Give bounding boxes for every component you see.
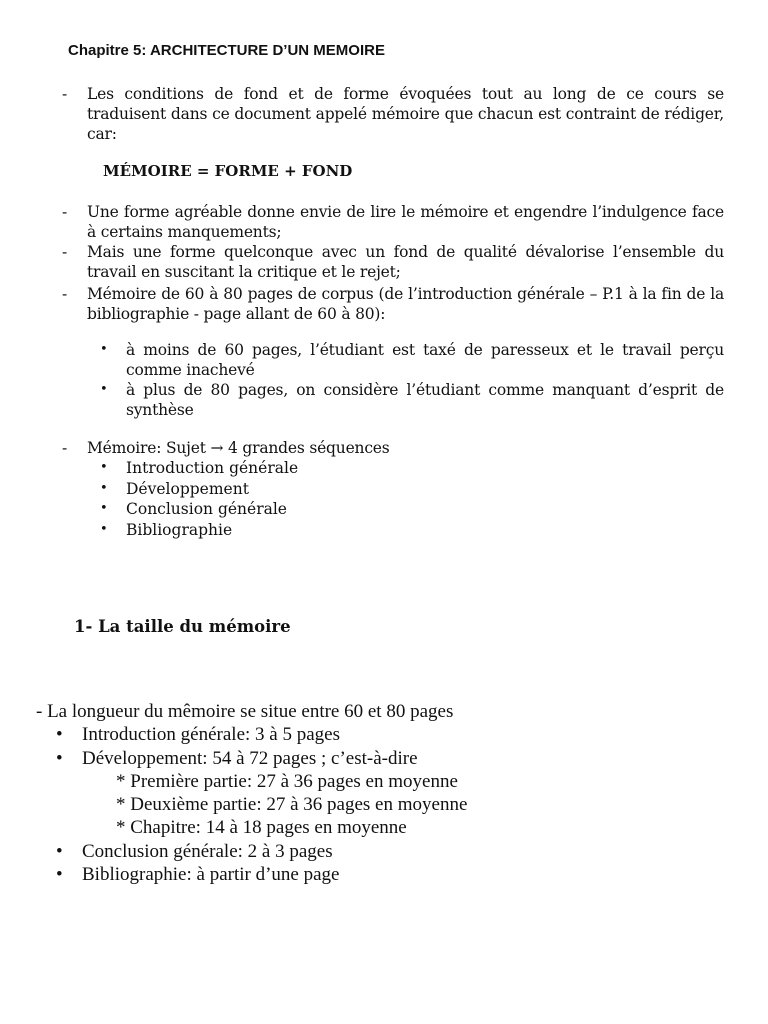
bullet-marker: • bbox=[100, 521, 108, 537]
sequences-paragraph bbox=[62, 438, 724, 458]
dash-marker: - bbox=[62, 243, 68, 261]
paragraph-item bbox=[62, 242, 724, 282]
page-bullet-item bbox=[100, 340, 724, 380]
bullet-marker: • bbox=[100, 460, 108, 475]
bullet-marker: • bbox=[56, 864, 63, 886]
intro-paragraph bbox=[62, 84, 724, 144]
page-bullet-item bbox=[100, 380, 724, 420]
list-item bbox=[36, 863, 467, 886]
bullet-text: à moins de 60 pages, l’étudiant est taxé de paresseux et le travail perçu comme inachevé bbox=[126, 341, 724, 379]
paragraph-text: Mais une forme quelconque avec un fond de qualité dévalorise l’ensemble du travail en suscitant la critique et le rejet; bbox=[87, 243, 724, 281]
size-intro: - La longueur du mêmoire se situe entre 60 et 80 pages bbox=[36, 701, 454, 722]
list-item-text: Conclusion générale bbox=[126, 500, 287, 518]
dash-marker: - bbox=[62, 439, 68, 457]
sub-item: * Deuxième partie: 27 à 36 pages en moyenne bbox=[116, 794, 468, 816]
list-item bbox=[100, 520, 298, 541]
list-item bbox=[100, 499, 298, 520]
list-item bbox=[36, 840, 467, 863]
section-title: 1- La taille du mémoire bbox=[74, 617, 291, 636]
bullet-marker: • bbox=[56, 724, 63, 746]
list-item-text: Introduction générale: 3 à 5 pages bbox=[82, 724, 340, 746]
list-item-text: Conclusion générale: 2 à 3 pages bbox=[82, 840, 333, 862]
list-item bbox=[36, 723, 467, 746]
size-block bbox=[36, 700, 467, 886]
list-item bbox=[100, 479, 298, 500]
sub-item: * Première partie: 27 à 36 pages en moyenne bbox=[116, 770, 458, 792]
list-item-text: Développement bbox=[126, 479, 249, 498]
list-item-text: Bibliographie bbox=[126, 520, 233, 539]
dash-marker: - bbox=[62, 85, 68, 103]
sub-item: * Chapitre: 14 à 18 pages en moyenne bbox=[116, 817, 407, 839]
dash-marker: - bbox=[62, 203, 68, 221]
list-item bbox=[100, 458, 298, 479]
list-item bbox=[36, 747, 467, 770]
paragraph-text: Une forme agréable donne envie de lire le mémoire et engendre l’indulgence face à certains manquements; bbox=[87, 203, 724, 241]
dash-marker: - bbox=[62, 285, 68, 303]
bullet-marker: • bbox=[56, 747, 63, 769]
list-item-text: Introduction générale bbox=[126, 459, 299, 477]
bullet-marker: • bbox=[56, 840, 63, 862]
bullet-marker: • bbox=[100, 342, 108, 357]
sequences-intro: Mémoire: Sujet → 4 grandes séquences bbox=[87, 439, 390, 457]
list-item-text: Bibliographie: à partir d’une page bbox=[82, 864, 340, 886]
sequences-list bbox=[100, 458, 298, 540]
paragraph-item bbox=[62, 202, 724, 242]
bullet-text: à plus de 80 pages, on considère l’étudiant comme manquant d’esprit de synthèse bbox=[126, 381, 724, 419]
bullet-marker: • bbox=[100, 382, 108, 397]
bullet-marker: • bbox=[100, 501, 108, 516]
paragraph-item bbox=[62, 284, 724, 324]
formula: MÉMOIRE = FORME + FOND bbox=[103, 162, 353, 180]
paragraph-text: Les conditions de fond et de forme évoquées tout au long de ce cours se traduisent dans ce document appelé mémoire que chacun est contraint de rédiger, car: bbox=[87, 85, 724, 143]
bullet-marker: • bbox=[100, 480, 108, 496]
paragraph-text: Mémoire de 60 à 80 pages de corpus (de l’introduction générale – P.1 à la fin de la bibliographie - page allant de 60 à 80): bbox=[87, 285, 724, 323]
list-item-text: Développement: 54 à 72 pages ; c’est-à-dire bbox=[82, 747, 418, 769]
chapter-title: Chapitre 5: ARCHITECTURE D’UN MEMOIRE bbox=[68, 42, 385, 59]
